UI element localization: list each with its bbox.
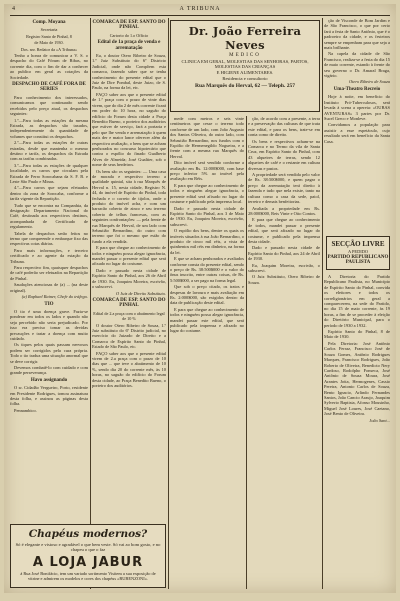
column-rule	[90, 18, 91, 589]
column-4	[248, 116, 320, 589]
article-heading: TIO	[44, 301, 54, 307]
article-paragraph: Que sob o preço citado, os tratos e despesas de lavoura e mais avaliação em Rs. 2:000$000, são exigidos dentro da data de publicação deste edital.	[170, 284, 244, 306]
article-paragraph: Os bens são os seguintes: — Uma casa de morada e respectivo terreno a qualidade quintal, sita à rua Marquês de Herval n. 15, nesta cidade, Registro N. 44, do imóvel de Espírito do Pinhal, toda fechada e o correio de tijolos, onde o produto do imóvel acha, e com um barracão coberto de zinco e seu terreno coberto de telhas francesas, com as seguintes confrontações: — pela frente de rua Marquês de Herval, de um lado com Sebastião Bernardino, do outro com terreno que foi o mesmo que estão do fundo a ela vendida.	[92, 168, 166, 244]
section-subtitle: PARTIDO REPUBLICANO PAULISTA	[327, 255, 389, 265]
article-paragraph: Dado e passado nesta cidade de Espírito Santo do Pinhal, aos 24 de Abril de 1930.	[248, 245, 320, 262]
column-rule	[246, 116, 247, 589]
signature: Otero Ribeiro de Souza	[348, 79, 390, 85]
article-paragraph: Tudo que se encontra na Companhia, da designação Departamento Nacional do Café, destinada aos respectivos destinos, acompanhada de Certificado de regulamento.	[10, 202, 88, 230]
newspaper-page	[4, 4, 396, 593]
article-paragraph: O sr. Cidadão Vergueiro, Porto, residente em Presidente Rodrigues, tomou assinatura desta folha, e assinou as páginas desta folha.	[10, 385, 88, 407]
masthead-rule	[10, 15, 390, 16]
article-heading: Uma-Theatro Recreio	[333, 86, 381, 92]
signature: O Juiz de Direito Substituto.	[116, 290, 166, 296]
article-paragraph: Dado e passado nesta cidade de Espírito Santo do Pinhal, aos 26 de Abril de 1930. Eu, Joaquim Moreira, escrivão, o subscrevi.	[92, 267, 166, 290]
article-paragraph: E para que chegue ao conhecimento de todos e ninguém alegue ignorância, o presente edital será afixado no lugar do costume e publicado pela imprensa local.	[170, 182, 244, 205]
article-paragraph: Eu, Joaquim Moreira, escrivão, o subscrevi.	[248, 262, 320, 273]
doctor-advertisement	[170, 20, 320, 112]
ad-text: E HIGIENE ALIMENTARES.	[216, 70, 274, 75]
article-paragraph: E que se acham penhorados e avaliados conforme consta do presente edital, sendo o preço de Rs. 38:500$000 e o valor do ônus inscrito, entre outras coisas, de Rs. 5:500$000, a ser pago na forma legal.	[170, 256, 244, 283]
article-paragraph: Tabela de despachos serão feitos no termo que compreende o embarque fixo das respectivas cotas diárias.	[10, 230, 88, 247]
doctor-address: Rua Marquês do Herval, 62 — Teleph. 257	[195, 83, 295, 89]
article-paragraph: O Juiz Substituto, Otero Ribeiro de Souza.	[248, 274, 320, 285]
article-paragraph: E para que chegue ao conhecimento de todos e ninguém possa alegar ignorância, mandei passar este edital, que será publicado pela imprensa e afixado no lugar do costume.	[170, 306, 244, 334]
article-heading: COMARCA DE ESP. SANTO DO PINHAL	[92, 20, 166, 31]
article-paragraph: Pennambico.	[14, 407, 37, 413]
ad-text: CLINICA EM GERAL, MOLESTIAS DAS SENHORAS, PARTOS, MOLESTIAS DAS CRIANÇAS	[181, 59, 309, 69]
article-paragraph: E para que chegue ao conhecimento de todos e ninguém possa alegar ignorância, mandei passar o presente edital que será afixado no lugar do costume.	[92, 245, 166, 267]
article-paragraph: ção de Visconde de Bom Jardim e de São Francisco, o que por certo fará a festa de Santo Antônio, que é o padroeiro da cidade, e os festeiros sempre se empenham para que seja a mais brilhante.	[324, 18, 390, 51]
article-paragraph: Hoje à noite, em benefício do Instituto Pró-Tuberculosos, será levada à scena a opereta: «OUBAS AVENTURAS» 3 partes por Dr. Sucel Greco e Monleve.	[324, 94, 390, 121]
article-heading: Edital de 1a praça de venda e arrematação	[97, 40, 161, 51]
article-paragraph: A propriedade será vendida pelo valor de Rs. 38:500$000, e quem pagar o preço da arrematação terá direito à fazenda e tudo que nela existe, tanto na cultura como a casa da sede, paiol, terreiro e demais benfeitorias.	[248, 172, 320, 205]
article-paragraph: Para conhecimento dos interessados, comunicamos que continuarão sendo recebidos pelo preço atual, os despachos seguintes:	[10, 94, 88, 117]
article-subline: de Maio de 1930.	[34, 40, 64, 46]
article-paragraph: mede com metros e seis vinte centímetros que cesse o terreno todo conforme de um lado, com João Augusto dos Santos Oliveira, do outro lado, com Sebastião Bernardino, nos fundos com o Espólio de Hermenegildo Nogueira, e a frente com a mesma rua Marquês do Herval.	[170, 116, 244, 159]
ad-text: á Rua José Bonifácio, tem um variado sortimento Visitem a sua exposição de vitrine e admirem os modelos e cores dos chapéus «RUBENZONI».	[20, 570, 156, 582]
article-paragraph: 2.º—Para todas as estações de outras estradas, desde que mantenha o mesmo destino e tarifa, os despachos da Estrada com as tarifas combinadas.	[10, 140, 88, 162]
article-paragraph: 3.º—Para todas as estações de qualquer localidade, os carros que circulam pela Estrada de Ferro Sorocabana da S. F. B. e Leste São Paulo e Minas.	[10, 162, 88, 184]
article-subline: Secretaria	[40, 27, 58, 33]
article-paragraph: 1.º—Para todas as estações da mesma Estrada, as despachos são taxados, independentemente da quantidade de volumes que constitui os despachos.	[10, 117, 88, 139]
article-paragraph: Avaliada a propriedade em Rs. 28:000$000, Reis Vinte e Oito Contos.	[248, 205, 320, 216]
article-paragraph: Espírito Santo do Pinhal, 8 de Maio de 1930.	[324, 329, 390, 340]
doctor-name: Dr. João Ferreira Neves	[188, 24, 302, 52]
ad-text: Só é elegante e vistoso e agradável o que bem veste. Só vai ao bom gosto, e no chapeu o que o faz	[15, 542, 161, 553]
ad-text: Residencia e consultorio	[222, 76, 268, 81]
article-paragraph: Eu, o doutor Otero Ribeiro de Souza, 1.º Juiz Substituto do 6º Districto Judicial, onde não Compõem esta comarca, fazendo saber que se tenha conhecimento do presente edital que o Juiz de Dire Pombal, deste Juizo, de S. Paulo, na forma da lei, etc.	[92, 53, 166, 91]
article-paragraph: Para mais informações, e terceiro certificado e ao agente da estação da Tribuna.	[10, 247, 88, 264]
column-3	[170, 116, 244, 589]
article-paragraph: FAÇO saber aos que o presente edital virem de 2.a praça com o prazo de 10 dias que ... que teve o abatimento de 10 %, sendo dia 20 do corrente mês, às 10 horas, no saguão do edifício do Forum desta cidade, ao Praça Benedito Bueno, o porteiro dos auditórios.	[92, 350, 166, 388]
section-subtitle: A PEDIDO	[347, 249, 369, 254]
article-heading: Havo assignando	[30, 377, 68, 383]
article-paragraph: Os tiques pelos quais passam nervosos podem ser corrigidos pela cura própria. Todo o tio traduz uma situação anormal que se deve corrigir.	[10, 342, 88, 364]
article-paragraph: O tio é uma doença grave. Fazia-se ponderar em todos os lados e quando não seja percebido não seria prejudicado. Por isso era preciso tomar as devidas precauções e tratar a doença com muito cuidado.	[10, 308, 88, 341]
article-paragraph: Dito imóvel será vendido conforme a avaliação em Rs. 12:000$000, com base preço inferior 5% ao imóvel pela avaliação em Réis.	[170, 160, 244, 182]
article-paragraph: Os bens e respectivos acham-se na Comarca e no Termo da vila de Santa Cruz, em Espírito Santo do Pinhal, com 43 alqueires de terras, sendo 12 alqueires de café e o restante em cultura diversas e pastos.	[248, 138, 320, 171]
signature: (a) Raphael Rainer, Chefe do tráfego.	[21, 294, 88, 300]
column-5-top	[324, 18, 390, 233]
article-paragraph: Saudações atenciosas de (a) ... (na deste original).	[10, 282, 88, 293]
article-heading: DESPACHO DE CAFÉ FORA DE SERIES	[12, 82, 86, 93]
article-subline: Cartorio do 1.o Officio	[109, 32, 149, 38]
ad-title: Chapéus modernos?	[28, 528, 148, 540]
newspaper-title: A TRIBUNA	[179, 6, 221, 12]
article-paragraph: E para que chegue ao conhecimento de todos, mandei passar o presente edital, que será afixado no lugar do costume, e publicado pela imprensa desta cidade.	[248, 217, 320, 244]
article-paragraph: Tenho a honra de comunicar a V. S. o despacho do Café Fórum de Ribas, no corrente dia, com o fim de dar a conhecer ao publico em geral as cotações da Sociedade.	[10, 53, 88, 80]
page-number: 4	[12, 6, 16, 12]
article-paragraph: Para respectivo fim, quaisquer despachos de café poderão ser efetuados na Repartição de Pinhal.	[10, 265, 88, 281]
signature: João Sant...	[369, 417, 390, 423]
doctor-role: MEDICO	[229, 53, 261, 58]
article-paragraph: 4.º—Para carros que sejam efetuados dentro da zona de Sorocaba, conforme a tarifa vigente da Repartição.	[10, 185, 88, 202]
column-rule	[322, 18, 323, 589]
article-paragraph: Pela Diretoria: José Antônio Carlos Ferraz, Francisco José de Souza Gomes, Antônio Rodrigues Marques, Francisco Rodrigues, João Roberto de Oliveira, Benedicto Nery Cardoso, Rodolpho Fonseca, José Antônio de Souza Moura, José Arantes Jotta, Hermogenes, Cassio Pereira, Antonio Carlos de Souza, Bento Ignacio, Arlindo Fernandes Santos, João Cancio Araujo, Joaquim Sylverio Baptista, Afonso Mousinho, Miguel José Loures, José Caetano, José Bento de Oliveira.	[324, 340, 390, 417]
article-paragraph: O espólio dos bens, dentre os quais os imóveis situados à rua João Bernardino, o produto de cinco mil réis, a vista de quinhentos mil réis em dinheiro, na forma da lei.	[170, 228, 244, 255]
article-subline: Dos. snr. Redator da «A Tribuna»	[20, 46, 78, 52]
article-paragraph: Devemos combatê-lo com cuidado e com grande perseverança.	[10, 364, 88, 376]
article-paragraph: FAÇO saber aos que o presente edital de 1.ª praça com o prazo de vinte dias virem, que do dia 2 de mês corrente ficará em poder do 10 hora, no saguão do edifício do Forum desta cidade a Praça Benedito Bueno, o porteiro dos auditórios que estiver de serviço, fará a portaria e pelo que lhe venda e arrematação à quem mais der e maior lance oferecer além da respectiva avaliação, o bens que se acham penhorados no concurso hipotecário que contra o espólio do finado Gualberto Alves de Almeida; José Gualtier, sob o nome de seus herdeiros.	[92, 91, 166, 168]
column-2	[92, 18, 166, 523]
column-5-bottom	[324, 274, 390, 589]
article-subline: Edital de 2.a praça com o abatimento legal de 10 %	[93, 310, 165, 322]
column-rule	[168, 18, 169, 589]
article-paragraph: O doutor Otero Ribeiro de Souza, 1.º Juiz substituto do 6º Distrito judicial, no exercício do Juizado de Direito e a Comarca de Espírito Santo do Pinhal, Estado de São Paulo, etc.	[92, 322, 166, 350]
article-paragraph: Dado e passado nesta cidade de Espírito Santo do Pinhal, aos 3 de Maio de 1930. Eu, Joaquim Moreira, escrivão, subscrevi.	[170, 205, 244, 227]
ad-brand: A LOJA JABUR	[32, 554, 144, 570]
hat-advertisement	[10, 524, 166, 588]
article-paragraph: Na capela da cidade de São Francisco, realiza-se a festa do dia 15 de maio corrente, estando à frente do seu governo o Dr. Amaral Braga, vigário.	[324, 51, 390, 79]
article-paragraph: A Diretoria do Partido Republicano Paulista, no Município de Espírito Santo do Pinhal, convida os eleitores e todos os correligionários em geral a comparecerem, na sede do Partido, no dia 15 de maio corrente, às 19 horas, a fim de se proceder à eleição do Diretório Municipal, para o período de 1930 a 1932.	[324, 274, 390, 328]
section-title: SECÇÃO LIVRE	[331, 240, 385, 248]
article-paragraph: ção, de acordo com a presente, a terra e a preservação das culturas de que trata este edital, e para os bens, trate-se em conta como de direito.	[248, 116, 320, 138]
column-1	[10, 18, 88, 521]
article-subline: Registro Santo de Pinhal, 8	[26, 33, 72, 39]
article-heading: Comp. Moyana	[32, 20, 66, 25]
section-box	[326, 236, 390, 270]
article-heading: COMARCA DE ESP. SANTO DO PINHAL	[92, 297, 166, 309]
masthead	[4, 6, 396, 15]
article-paragraph: Convidamos a população para assistir a esse espetáculo, cujo resultado será em benefício da Santa Casa.	[324, 122, 390, 144]
